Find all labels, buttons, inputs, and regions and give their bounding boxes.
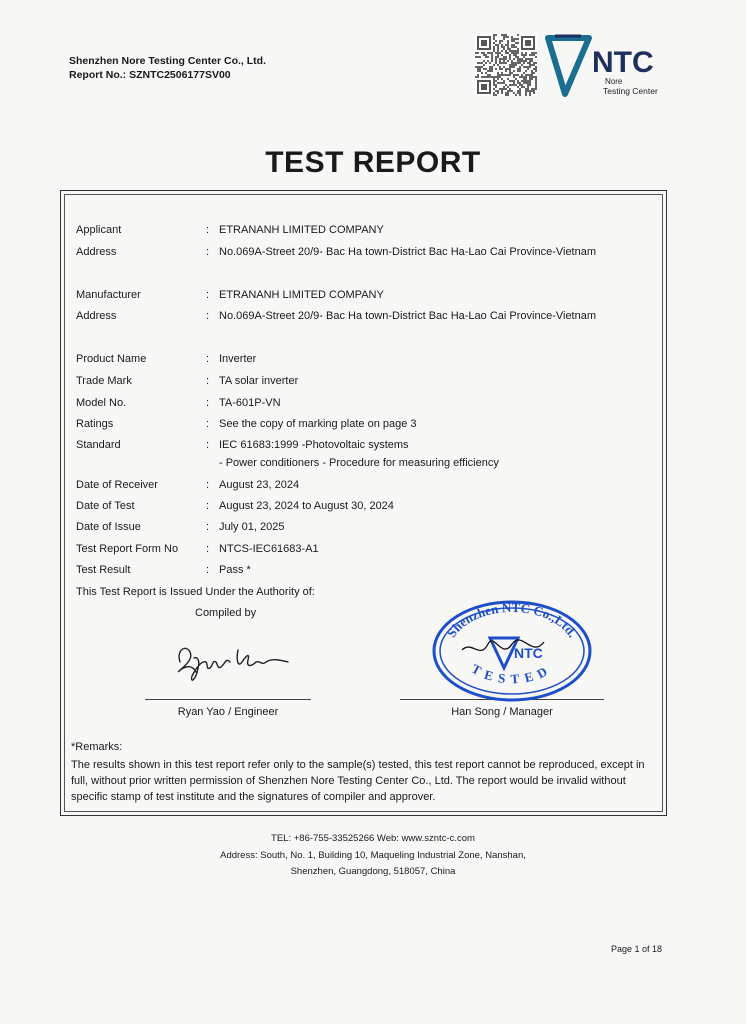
field-colon: : xyxy=(206,543,210,555)
field-value: August 23, 2024 xyxy=(219,479,300,491)
field-value: See the copy of marking plate on page 3 xyxy=(219,418,417,430)
field-value-continued: - Power conditioners - Procedure for measuring efficiency xyxy=(219,457,499,469)
field-label: Address xyxy=(76,246,117,258)
remarks-heading: *Remarks: xyxy=(71,741,123,753)
field-value: Inverter xyxy=(219,353,257,365)
compiler-signature xyxy=(168,632,293,686)
field-colon: : xyxy=(206,418,210,430)
official-stamp xyxy=(432,600,592,702)
field-label: Standard xyxy=(76,439,121,451)
field-label: Test Result xyxy=(76,564,131,576)
authority-statement: This Test Report is Issued Under the Authority of: xyxy=(76,586,315,598)
field-value: August 23, 2024 to August 30, 2024 xyxy=(219,500,394,512)
field-colon: : xyxy=(206,397,210,409)
stamp-bottom-text: TESTED xyxy=(469,660,555,687)
header-report-number: Report No.: SZNTC2506177SV00 xyxy=(69,69,231,81)
header-company: Shenzhen Nore Testing Center Co., Ltd. xyxy=(69,55,266,67)
field-label: Date of Issue xyxy=(76,521,141,533)
field-colon: : xyxy=(206,500,210,512)
field-colon: : xyxy=(206,564,210,576)
signature-text: Ryan Yao xyxy=(168,632,173,633)
logo-line2: Testing Center xyxy=(603,86,658,96)
field-value: No.069A-Street 20/9- Bac Ha town-District Bac Ha-Lao Cai Province-Vietnam xyxy=(219,310,597,322)
compiler-name: Ryan Yao / Engineer xyxy=(177,706,279,718)
field-value: TA-601P-VN xyxy=(219,397,281,409)
field-value: IEC 61683:1999 -Photovoltaic systems xyxy=(219,439,409,451)
svg-text:NTC: NTC xyxy=(514,645,543,661)
page-number: Page 1 of 18 xyxy=(611,944,663,954)
field-colon: : xyxy=(206,310,210,322)
field-colon: : xyxy=(206,246,210,258)
ntc-logo xyxy=(545,32,670,100)
field-colon: : xyxy=(206,353,210,365)
qr-code-icon xyxy=(475,34,537,96)
page-title: TEST REPORT xyxy=(265,146,481,179)
field-label: Date of Receiver xyxy=(76,479,158,491)
field-label: Applicant xyxy=(76,224,122,236)
field-label: Model No. xyxy=(76,397,127,409)
svg-text:Shenzhen NTC Co.,Ltd. xyxy=(444,600,581,640)
field-value: ETRANANH LIMITED COMPANY xyxy=(219,289,384,301)
field-label: Test Report Form No xyxy=(76,543,179,555)
field-value: TA solar inverter xyxy=(219,375,299,387)
field-value: Pass * xyxy=(219,564,251,576)
remarks-text: The results shown in this test report refer only to the sample(s) tested, this test report cannot be reproduced, except in full, without prior written permission of Shenzhen Nore Testing Center Co., Ltd. The report would be invalid without specific stamp of test institute and the signatures of compiler and approver. xyxy=(71,759,645,803)
field-label: Manufacturer xyxy=(76,289,141,301)
field-label: Address xyxy=(76,310,117,322)
field-colon: : xyxy=(206,224,210,236)
footer-contact: TEL: +86-755-33525266 Web: www.szntc-c.com xyxy=(271,833,475,844)
field-label: Ratings xyxy=(76,418,114,430)
field-label: Date of Test xyxy=(76,500,135,512)
field-colon: : xyxy=(206,521,210,533)
compiler-signature-line xyxy=(145,699,311,700)
svg-text:TESTED xyxy=(469,661,555,687)
stamp-ring-text: Shenzhen NTC Co.,Ltd. xyxy=(443,600,581,641)
field-label: Product Name xyxy=(76,353,147,365)
field-value: No.069A-Street 20/9- Bac Ha town-District Bac Ha-Lao Cai Province-Vietnam xyxy=(219,246,597,258)
compiled-by-label: Compiled by xyxy=(195,607,257,619)
footer-address-line1: Address: South, No. 1, Building 10, Maqueling Industrial Zone, Nanshan, xyxy=(220,850,526,861)
approver-name: Han Song / Manager xyxy=(451,706,553,718)
stamp-signature-text: Han Song xyxy=(432,600,437,601)
field-colon: : xyxy=(206,289,210,301)
field-value: NTCS-IEC61683-A1 xyxy=(219,543,319,555)
footer-address-line2: Shenzhen, Guangdong, 518057, China xyxy=(290,866,456,877)
logo-line1: Nore xyxy=(605,77,623,86)
logo-mark: NTC xyxy=(592,46,654,79)
field-value: July 01, 2025 xyxy=(219,521,285,533)
field-value: ETRANANH LIMITED COMPANY xyxy=(219,224,384,236)
field-label: Trade Mark xyxy=(76,375,132,387)
field-colon: : xyxy=(206,439,210,451)
field-colon: : xyxy=(206,375,210,387)
field-colon: : xyxy=(206,479,210,491)
